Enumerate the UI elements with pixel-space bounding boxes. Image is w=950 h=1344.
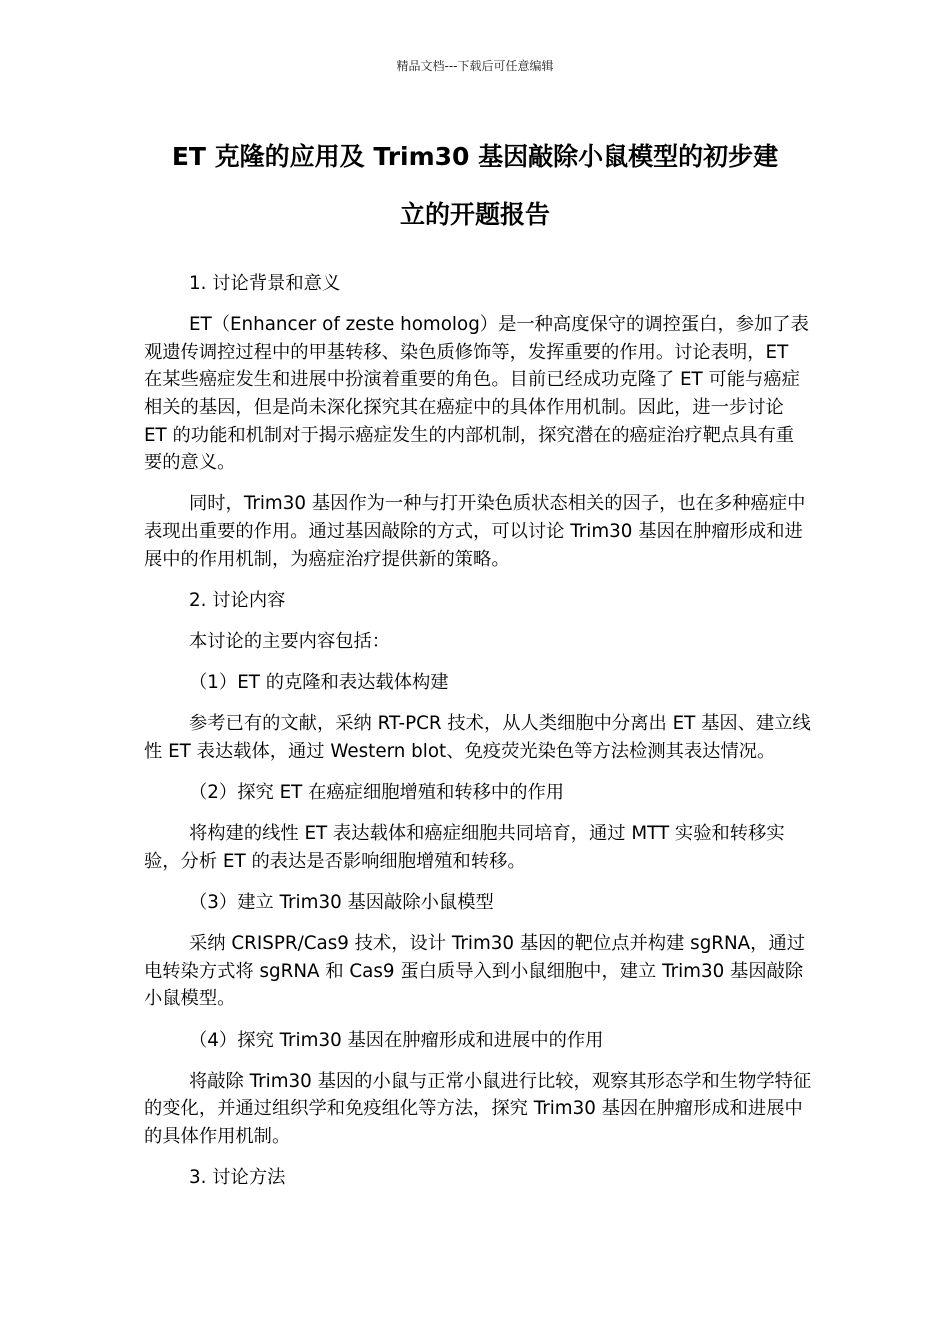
item-4-text: 将敲除 Trim30 基因的小鼠与正常小鼠进行比较，观察其形态学和生物学特征的变化，并通过组织学和免疫组化等方法，探究 Trim30 基因在肿瘤形成和进展中的具体作用机制。 <box>144 1070 812 1147</box>
section-1-paragraph-1: ET（Enhancer of zeste homolog）是一种高度保守的调控蛋白，参加了表观遗传调控过程中的甲基转移、染色质修饰等，发挥重要的作用。讨论表明，ET 在某些癌症发生和进展中扮演着重要的角色。目前已经成功克隆了 ET 可能与癌症相关的基因，但是尚未深化探究其在癌症中的具体作用机制。因此，进一步讨论 ET 的功能和机制对于揭示癌症发生的内部机制，探究潜在的癌症治疗靶点具有重要的意义。 <box>144 314 809 474</box>
section-1-heading: 1. 讨论背景和意义 <box>189 273 341 294</box>
section-1-paragraph-2: 同时，Trim30 基因作为一种与打开染色质状态相关的因子，也在多种癌症中表现出重要的作用。通过基因敲除的方式，可以讨论 Trim30 基因在肿瘤形成和进展中的作用机制，为癌症治疗提供新的策略。 <box>144 493 806 570</box>
item-3-heading: （3）建立 Trim30 基因敲除小鼠模型 <box>189 892 494 914</box>
title-line-2: 立的开题报告 <box>399 200 550 229</box>
item-1-heading: （1）ET 的克隆和表达载体构建 <box>189 672 449 694</box>
item-2-text: 将构建的线性 ET 表达载体和癌症细胞共同培育，通过 MTT 实验和转移实验，分析 ET 的表达是否影响细胞增殖和转移。 <box>144 823 785 872</box>
document-body <box>144 270 812 1192</box>
item-2-heading: （2）探究 ET 在癌症细胞增殖和转移中的作用 <box>189 782 565 804</box>
item-4-heading: （4）探究 Trim30 基因在肿瘤形成和进展中的作用 <box>189 1029 604 1051</box>
section-3-heading: 3. 讨论方法 <box>189 1167 286 1189</box>
item-3-text: 采纳 CRISPR/Cas9 技术，设计 Trim30 基因的靶位点并构建 sgRNA，通过电转染方式将 sgRNA 和 Cas9 蛋白质导入到小鼠细胞中，建立 Trim30 基因敲除小鼠模型。 <box>144 933 806 1010</box>
section-2-heading: 2. 讨论内容 <box>189 589 286 611</box>
item-1-text: 参考已有的文献，采纳 RT-PCR 技术，从人类细胞中分离出 ET 基因、建立线性 ET 表达载体，通过 Western blot、免疫荧光染色等方法检测其表达情况。 <box>144 713 811 762</box>
header-note: 精品文档---下载后可任意编辑 <box>396 59 554 73</box>
section-2-intro: 本讨论的主要内容包括： <box>189 630 391 652</box>
title-line-1: ET 克隆的应用及 Trim30 基因敲除小鼠模型的初步建 <box>171 142 779 171</box>
